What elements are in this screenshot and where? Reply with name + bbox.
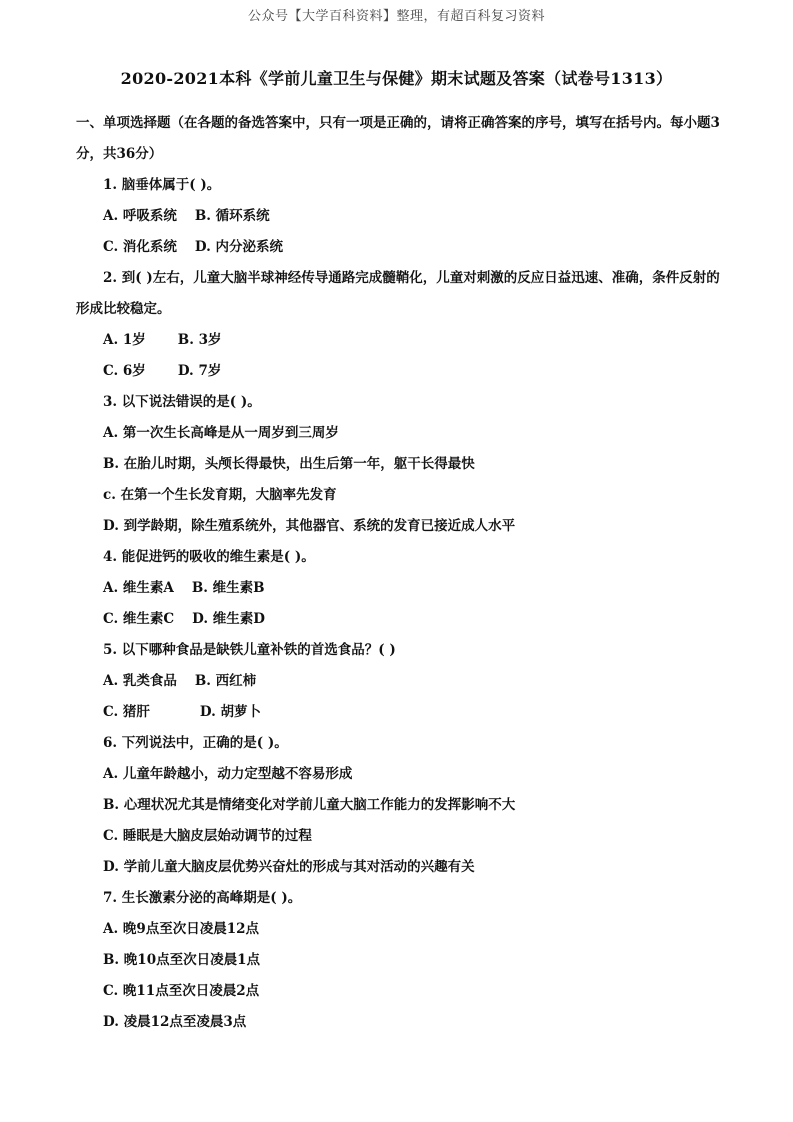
document-body [76, 108, 724, 1038]
option-4d: D. 维生素D [192, 611, 265, 627]
option-6a: A. 儿童年龄越小，动力定型越不容易形成 [103, 766, 353, 782]
option-1d: D. 内分泌系统 [194, 239, 284, 255]
option-6b: B. 心理状况尤其是情绪变化对学前儿童大脑工作能力的发挥影响不大 [103, 797, 516, 813]
option-3a: A. 第一次生长高峰是从一周岁到三周岁 [103, 425, 339, 441]
question-1-options-row2 [76, 232, 724, 263]
question-4-stem: 4. 能促进钙的吸收的维生素是( )。 [103, 549, 315, 565]
option-6d: D. 学前儿童大脑皮层优势兴奋灶的形成与其对活动的兴趣有关 [103, 859, 475, 875]
option-7b: B. 晚10点至次日凌晨1点 [103, 952, 260, 968]
section-heading: 一、单项选择题（在各题的备选答案中，只有一项是正确的，请将正确答案的序号，填写在括号内。每小题3分，共36分） [76, 115, 720, 162]
option-3d: D. 到学龄期，除生殖系统外，其他器官、系统的发育已接近成人水平 [103, 518, 516, 534]
option-5c: C. 猪肝 [103, 704, 150, 720]
option-6c: C. 睡眠是大脑皮层始动调节的过程 [103, 828, 312, 844]
option-4a: A. 维生素A [103, 580, 174, 596]
option-5a: A. 乳类食品 [103, 673, 177, 689]
question-6-stem: 6. 下列说法中，正确的是( )。 [103, 735, 288, 751]
question-4-options-row2 [76, 604, 724, 635]
question-2-options-row1 [76, 325, 724, 356]
option-2b: B. 3岁 [177, 332, 222, 348]
question-7-stem: 7. 生长激素分泌的高峰期是( )。 [103, 890, 302, 906]
option-7a: A. 晚9点至次日凌晨12点 [103, 921, 260, 937]
option-5d: D. 胡萝卜 [199, 704, 262, 720]
option-5b: B. 西红柿 [194, 673, 257, 689]
option-1c: C. 消化系统 [103, 239, 177, 255]
question-5-options-row1 [76, 666, 724, 697]
question-4-options-row1 [76, 573, 724, 604]
option-7d: D. 凌晨12点至凌晨3点 [103, 1014, 247, 1030]
question-5-stem: 5. 以下哪种食品是缺铁儿童补铁的首选食品？( ) [103, 642, 396, 658]
watermark-header: 公众号【大学百科资料】整理，有超百科复习资料 [247, 9, 545, 24]
question-2-options-row2 [76, 356, 724, 387]
question-5-options-row2 [76, 697, 724, 728]
option-7c: C. 晚11点至次日凌晨2点 [103, 983, 260, 999]
question-1-stem: 1. 脑垂体属于( )。 [103, 177, 221, 193]
option-3c: c. 在第一个生长发育期，大脑率先发育 [103, 487, 337, 503]
option-1b: B. 循环系统 [194, 208, 270, 224]
document-title: 2020-2021本科《学前儿童卫生与保健》期末试题及答案（试卷号1313） [120, 69, 673, 88]
option-2a: A. 1岁 [103, 332, 146, 348]
option-2d: D. 7岁 [177, 363, 222, 379]
question-2-stem: 2. 到( )左右，儿童大脑半球神经传导通路完成髓鞘化，儿童对刺激的反应日益迅速、准确，条件反射的形成比较稳定。 [76, 270, 720, 317]
option-4c: C. 维生素C [103, 611, 175, 627]
question-3-stem: 3. 以下说法错误的是( )。 [103, 394, 261, 410]
option-2c: C. 6岁 [103, 363, 146, 379]
question-1-options-row1 [76, 201, 724, 232]
option-4b: B. 维生素B [191, 580, 265, 596]
option-3b: B. 在胎儿时期，头颅长得最快，出生后第一年，躯干长得最快 [103, 456, 475, 472]
option-1a: A. 呼吸系统 [103, 208, 177, 224]
